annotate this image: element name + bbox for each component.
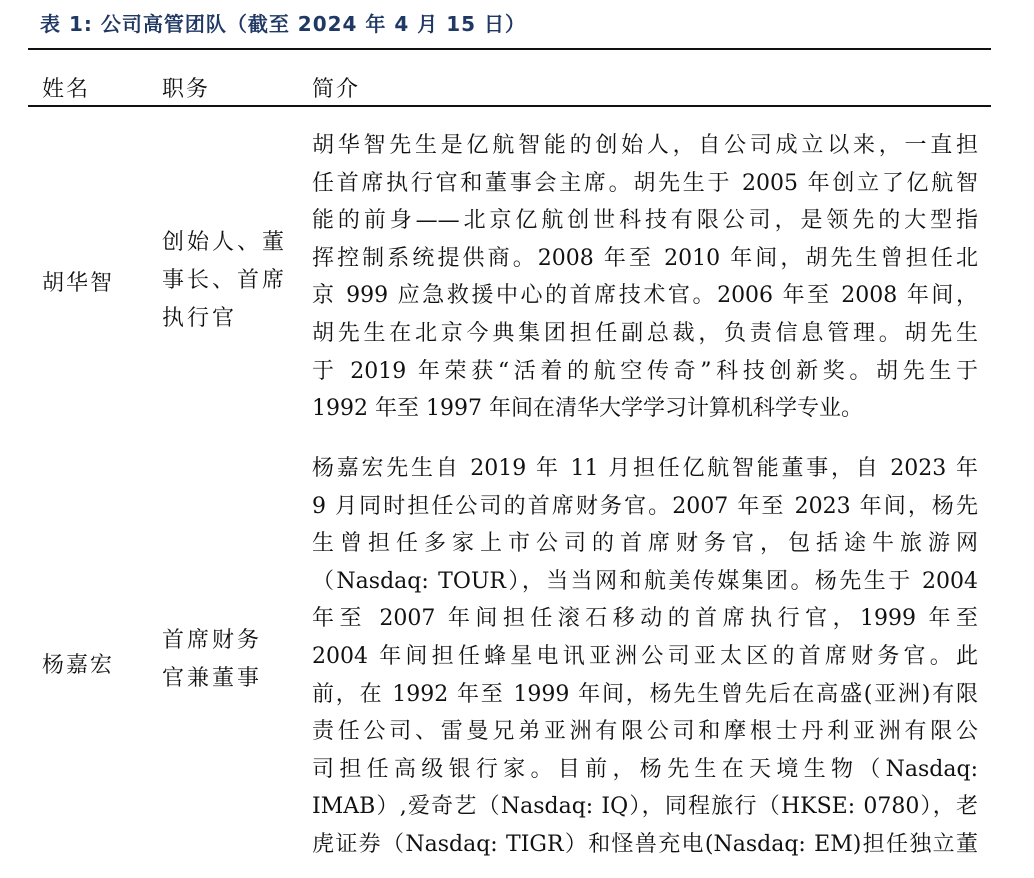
row-1-role-line: 执行官 — [162, 306, 238, 331]
bio-line: 9 月同时担任公司的首席财务官。2007 年至 2023 年间，杨先 — [312, 493, 978, 519]
bio-line: 胡先生在北京今典集团担任副总裁，负责信息管理。胡先生 — [312, 320, 978, 346]
row-2-name: 杨嘉宏 — [42, 653, 115, 678]
row-1-bio — [312, 127, 978, 428]
bio-line: 挥控制系统提供商。2008 年至 2010 年间，胡先生曾担任北 — [312, 245, 978, 271]
header-bio: 简介 — [312, 77, 361, 102]
table-header-rule — [28, 105, 991, 107]
bio-line: 1992 年至 1997 年间在清华大学学习计算机科学专业。 — [312, 396, 863, 422]
row-2-role-line: 首席财务 — [162, 628, 263, 653]
bio-line: 前，在 1992 年至 1999 年间，杨先生曾先后在高盛(亚洲)有限 — [312, 681, 978, 707]
row-1-role-line: 事长、首席 — [162, 268, 288, 293]
row-1-role — [162, 224, 292, 338]
header-name: 姓名 — [42, 77, 91, 102]
bio-line: 年至 2007 年间担任滚石移动的首席执行官，1999 年至 — [312, 606, 978, 632]
bio-line: 责任公司、雷曼兄弟亚洲有限公司和摩根士丹利亚洲有限公 — [312, 719, 978, 745]
bio-line: （Nasdaq: TOUR），当当网和航美传媒集团。杨先生于 2004 — [312, 568, 978, 594]
bio-line: 于 2019 年荣获“活着的航空传奇”科技创新奖。胡先生于 — [312, 358, 978, 384]
row-1-name: 胡华智 — [42, 271, 115, 296]
bio-line: 2004 年间担任蜂星电讯亚洲公司亚太区的首席财务官。此 — [312, 643, 978, 669]
bio-line: 任首席执行官和董事会主席。胡先生于 2005 年创立了亿航智 — [312, 170, 978, 196]
bio-line: 能的前身——北京亿航创世科技有限公司，是领先的大型指 — [312, 208, 978, 234]
header-role: 职务 — [162, 77, 211, 102]
table-caption: 表 1: 公司高管团队（截至 2024 年 4 月 15 日） — [40, 12, 527, 36]
row-2-bio — [312, 450, 978, 864]
row-1-role-line: 创始人、董 — [162, 230, 288, 255]
bio-line: 京 999 应急救援中心的首席技术官。2006 年至 2008 年间， — [312, 283, 978, 309]
row-2-role-line: 官兼董事 — [162, 666, 263, 691]
bio-line: 胡华智先生是亿航智能的创始人，自公司成立以来，一直担 — [312, 133, 978, 158]
bio-line: 虎证券（Nasdaq: TIGR）和怪兽充电(Nasdaq: EM)担任独立董 — [312, 831, 978, 857]
bio-line: 司担任高级银行家。目前，杨先生在天境生物（Nasdaq: — [312, 756, 978, 782]
bio-line: 生曾担任多家上市公司的首席财务官，包括途牛旅游网 — [312, 531, 978, 557]
bio-line: 杨嘉宏先生自 2019 年 11 月担任亿航智能董事，自 2023 年 — [312, 456, 978, 481]
bio-line: IMAB）,爱奇艺（Nasdaq: IQ），同程旅行（HKSE: 0780），老 — [312, 794, 978, 820]
row-2-role — [162, 622, 292, 698]
table-top-rule — [28, 48, 991, 50]
